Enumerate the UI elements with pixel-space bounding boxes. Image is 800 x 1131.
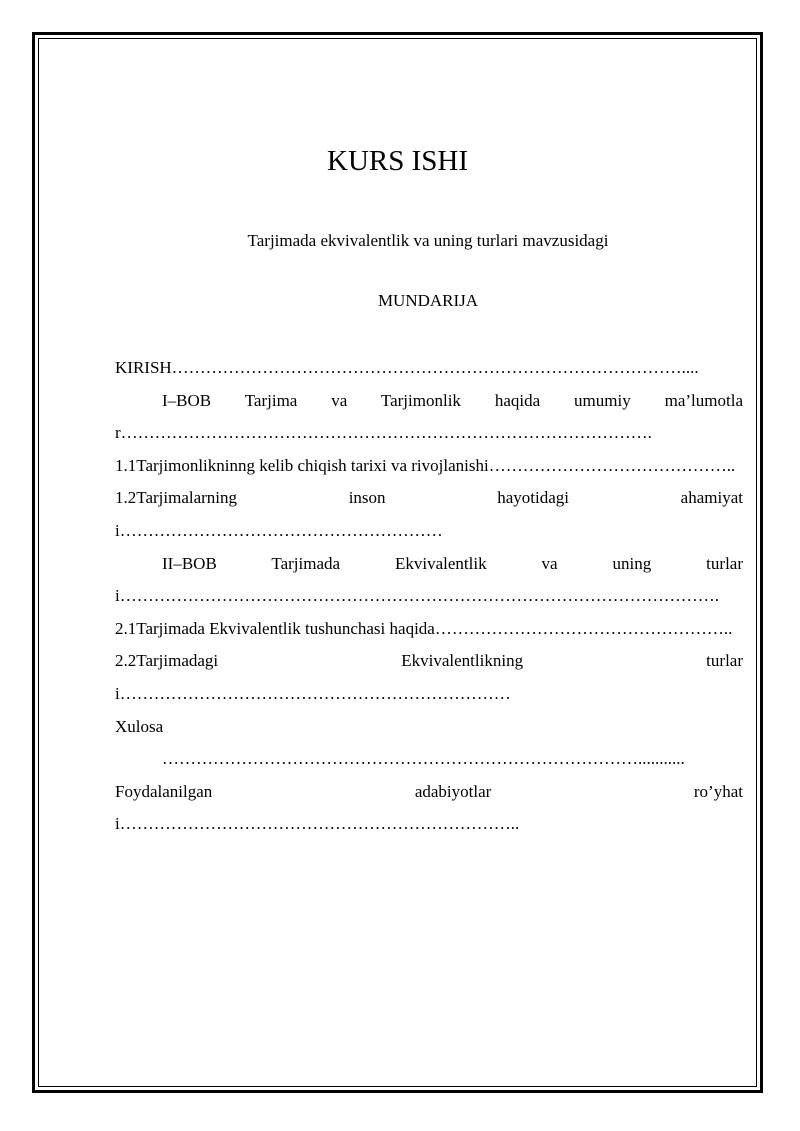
document-subtitle: Tarjimada ekvivalentlik va uning turlari mavzusidagi: [247, 231, 609, 250]
toc-entry-section-2-2: 2.2Tarjimadagi Ekvivalentlikning turlari……………………………………………………………: [115, 651, 743, 703]
toc-entry-xulosa-dots: …………………………………………………………………………...........: [162, 749, 685, 769]
toc-entry-section-1-1: 1.1Tarjimonlikninng kelib chiqish tarixi va rivojlanishi……………………………………..: [115, 455, 736, 475]
table-of-contents: [115, 352, 743, 841]
toc-entry-section-2-1: 2.1Tarjimada Ekvivalentlik tushunchasi haqida……………………………………………..: [115, 618, 733, 638]
toc-entry-section-1-2: 1.2Tarjimalarning inson hayotidagi ahamiyati…………………………………………………: [115, 488, 743, 540]
toc-entry-chapter-1: I–BOB Tarjima va Tarjimonlik haqida umumiy ma’lumotlar………………………………………………………………………………….: [115, 390, 743, 443]
toc-entry-kirish: KIRISH………………………………………………………………………………....: [115, 358, 699, 377]
toc-entry-references: Foydalanilgan adabiyotlar ro’yhati……………………………………………………………..: [115, 781, 743, 834]
toc-heading: MUNDARIJA: [377, 291, 479, 310]
toc-entry-chapter-2: II–BOB Tarjimada Ekvivalentlik va uning turlari…………………………………………………………………………………………….: [115, 553, 743, 606]
document-title: KURS ISHI: [327, 145, 468, 177]
toc-entry-xulosa: Xulosa: [115, 716, 164, 736]
